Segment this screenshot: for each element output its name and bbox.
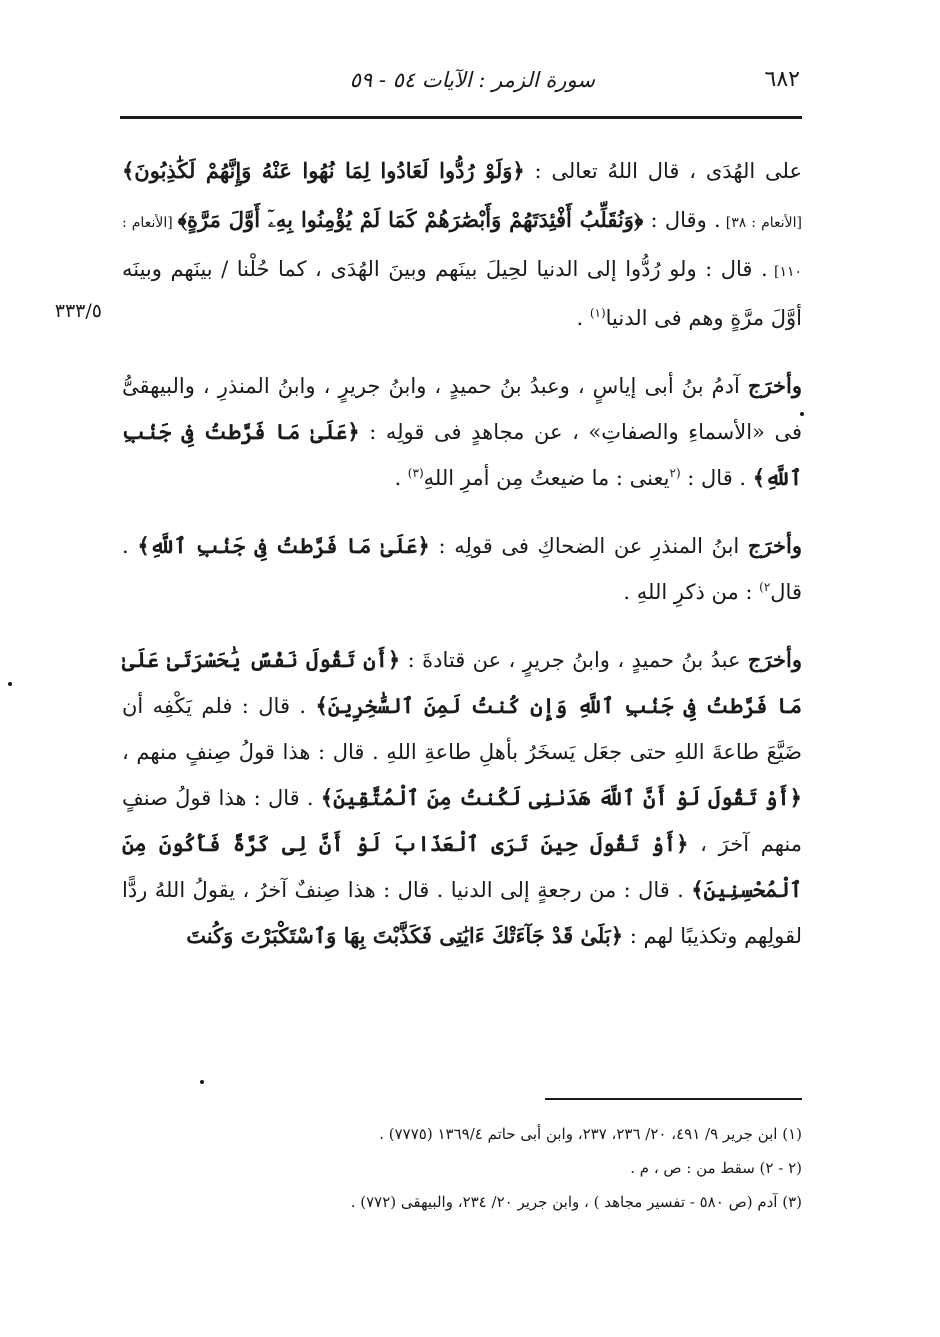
text-segment: يعنى : ما ضيعتُ مِن أمرِ اللهِ bbox=[423, 466, 670, 490]
quran-verse: ﴿أَن تَقُولَ نَفْسٌ يَٰحَسْرَتَىٰ عَلَىٰ مَا فَرَّطتُ فِى جَنۢبِ ٱللَّهِ وَإِن كُنتُ لَمِنَ ٱلسَّٰخِرِينَ﴾ bbox=[122, 647, 803, 718]
text-segment: : من ذكرِ اللهِ . bbox=[623, 580, 760, 604]
header-rule bbox=[120, 116, 802, 119]
footnote-3: (٣) آدم (ص ٥٨٠ - تفسير مجاهد ) ، وابن جرير ٢٠/ ٢٣٤، والبيهقى (٧٧٢) . bbox=[350, 1193, 802, 1211]
quran-verse: ﴿أَوْ تَقُولَ حِينَ تَرَى ٱلْعَذَابَ لَوْ أَنَّ لِى كَرَّةً فَأَكُونَ مِنَ ٱلْمُحْسِنِينَ﴾ bbox=[122, 831, 802, 902]
text-segment: . قال : من رجعةٍ إلى الدنيا . قال : هذا صِنفٌ آخرُ ، يقولُ اللهُ ردًّا لقولِهم وتكذيبًا لهم : bbox=[122, 878, 802, 948]
text-segment: . قال : bbox=[680, 466, 753, 490]
quran-verse: ﴿بَلَىٰ قَدْ جَآءَتْكَ ءَايَٰتِى فَكَذَّبْتَ بِهَا وَٱسْتَكْبَرْتَ وَكُنتَ bbox=[186, 923, 624, 948]
page-header bbox=[120, 62, 800, 102]
verse-reference: [الأنعام : ٣٨] bbox=[720, 215, 802, 231]
text-segment: . bbox=[394, 466, 408, 490]
quran-verse: ﴿عَلَىٰ مَا فَرَّطتُ فِى جَنۢبِ ٱللَّهِ﴾ bbox=[137, 533, 430, 558]
quran-verse: ﴿وَنُقَلِّبُ أَفْئِدَتَهُمْ وَأَبْصَٰرَهُمْ كَمَا لَمْ يُؤْمِنُوا بِهِۦٓ أَوَّلَ مَرَّةٍ﴾ bbox=[177, 207, 644, 232]
verse-reference: [الأنعام : ١١٠] bbox=[122, 215, 802, 280]
text-segment: . قال : ولو رُدُّوا إلى الدنيا لحِيلَ بينَهم وبينَ الهُدَى ، كما حُلْنا / بينَهم وبينَه أوَّلَ مرَّةٍ وهم فى الدنيا bbox=[122, 257, 802, 330]
text-segment: . قال : فلم يَكْفِه أن ضَيَّعَ طاعةَ اللهِ حتى جعَل يَسخَرُ بأهلِ طاعةِ اللهِ . قال : هذا قولُ صِنفٍ منهم ، bbox=[122, 694, 802, 764]
scan-speck bbox=[8, 682, 12, 686]
lead-word: وأخرَج bbox=[747, 373, 802, 398]
lead-word: وأخرَج bbox=[747, 647, 802, 672]
paragraph-1 bbox=[54, 148, 803, 341]
footnote-marker: (١) bbox=[589, 306, 606, 320]
lead-word: وأخرَج bbox=[747, 533, 803, 558]
text-segment: على الهُدَى ، قال اللهُ تعالى : bbox=[524, 159, 803, 183]
quran-verse: ﴿عَلَىٰ مَا فَرَّطتُ فِى جَنۢبِ ٱللَّهِ﴾ bbox=[122, 419, 802, 490]
paragraph-4 bbox=[122, 637, 802, 959]
text-segment: عبدُ بنُ حميدٍ ، وابنُ جريرٍ ، عن قتادةَ : bbox=[400, 648, 748, 672]
text-segment: آدمُ بنُ أبى إياسٍ ، وعبدُ بنُ حميدٍ ، وابنُ جريرٍ ، وابنُ المنذرِ ، والبيهقىُّ فى «الأسماءِ والصفاتِ» ، عن مجاهدٍ فى قولِه : bbox=[122, 374, 802, 444]
paragraph-2 bbox=[122, 363, 802, 501]
margin-page-reference: ٣٣٣/٥ bbox=[54, 300, 102, 322]
footnote-1: (١) ابن جرير ٩/ ٤٩١، ٢٠/ ٢٣٦، ٢٣٧، وابن أبى حاتم ١٣٦٩/٤ (٧٧٧٥) . bbox=[379, 1125, 802, 1143]
scan-speck bbox=[200, 1080, 204, 1084]
running-title: سورة الزمر : الآيات ٥٤ - ٥٩ bbox=[349, 68, 595, 92]
scan-speck bbox=[800, 412, 804, 416]
text-segment: . bbox=[576, 306, 590, 330]
page-number: ٦٨٢ bbox=[764, 67, 800, 92]
footnote-rule bbox=[545, 1098, 802, 1100]
footnotes bbox=[122, 1117, 802, 1219]
footnote-marker: ٢) bbox=[759, 580, 771, 594]
footnote-marker: (٢ bbox=[669, 466, 681, 480]
text-segment: ابنُ المنذرِ عن الضحاكِ فى قولِه : bbox=[429, 534, 748, 558]
footnote-marker: (٣) bbox=[407, 466, 424, 480]
text-segment: . قال bbox=[122, 534, 802, 604]
footnote-2: (٢ - ٢) سقط من : ص ، م . bbox=[630, 1159, 802, 1177]
quran-verse: ﴿وَلَوْ رُدُّوا لَعَادُوا لِمَا نُهُوا عَنْهُ وَإِنَّهُمْ لَكَٰذِبُونَ﴾ bbox=[122, 158, 525, 183]
paragraph-3 bbox=[122, 523, 802, 615]
main-text bbox=[54, 148, 803, 981]
quran-verse: ﴿أَوْ تَقُولَ لَوْ أَنَّ ٱللَّهَ هَدَىٰنِى لَكُنتُ مِنَ ٱلْمُتَّقِينَ﴾ bbox=[320, 785, 802, 810]
text-segment: . وقال : bbox=[643, 208, 721, 232]
text-segment: . قال : هذا قولُ صنفٍ منهم آخرَ ، bbox=[122, 786, 802, 856]
